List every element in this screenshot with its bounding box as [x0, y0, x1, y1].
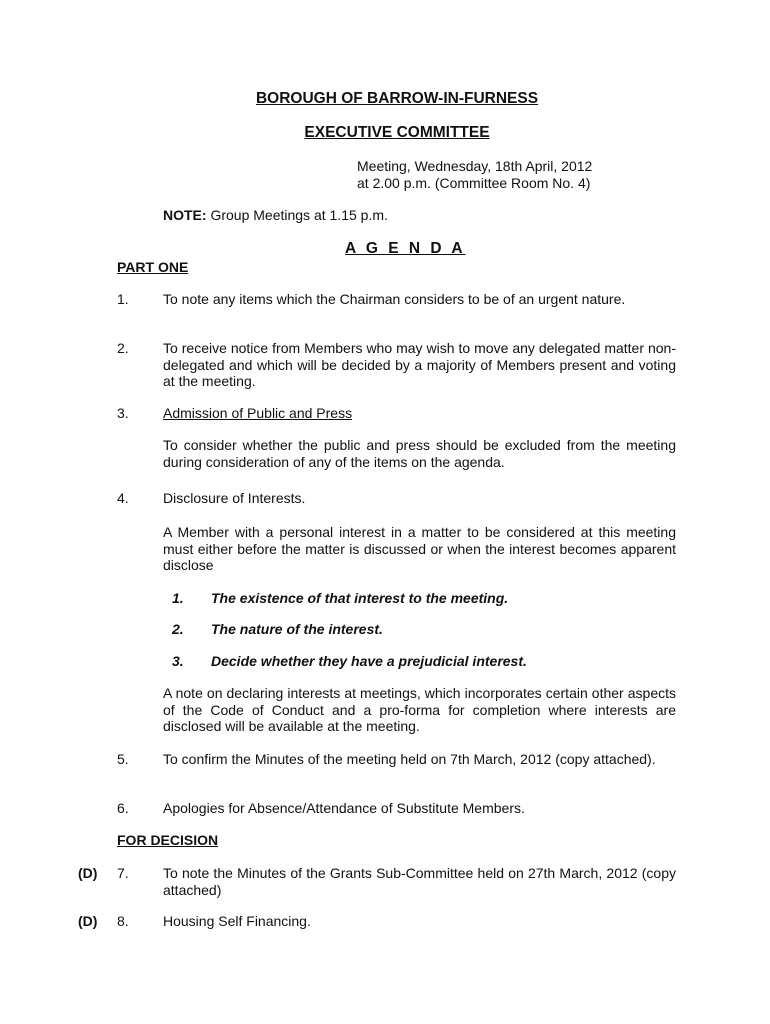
decision-tag: (D): [78, 865, 98, 881]
item-text: To receive notice from Members who may wish to move any delegated matter non-delegated and which will be decided by a majority of Members present and voting at the meeting.: [163, 340, 676, 389]
subitem-text: Decide whether they have a prejudicial interest.: [211, 653, 527, 669]
item-number: 4.: [117, 490, 129, 506]
item-number: 3.: [117, 405, 129, 421]
subitem-number: 3.: [172, 653, 184, 669]
item-heading: Disclosure of Interests.: [163, 490, 306, 506]
subitem-text: The nature of the interest.: [211, 621, 383, 637]
item-number: 7.: [117, 865, 129, 881]
item-number: 5.: [117, 751, 129, 767]
note-text: Group Meetings at 1.15 p.m.: [206, 207, 388, 223]
item-text: Housing Self Financing.: [163, 913, 311, 929]
item-text: To confirm the Minutes of the meeting held on 7th March, 2012 (copy attached).: [163, 751, 656, 767]
note-line: [163, 207, 388, 223]
subitem-text: The existence of that interest to the meeting.: [211, 590, 509, 606]
item-text: To note any items which the Chairman considers to be of an urgent nature.: [163, 291, 626, 307]
for-decision-heading: FOR DECISION: [117, 832, 219, 848]
part-one-heading: PART ONE: [117, 259, 189, 275]
committee-title: EXECUTIVE COMMITTEE: [304, 124, 490, 141]
item-text: To note the Minutes of the Grants Sub-Committee held on 27th March, 2012 (copy attached): [163, 865, 676, 898]
item-note: A note on declaring interests at meetings, which incorporates certain other aspects of the Code of Conduct and a pro-forma for completion where interests are disclosed will be available at the meeting.: [163, 685, 676, 734]
meeting-details: [357, 158, 592, 192]
item-number: 1.: [117, 291, 129, 307]
item-heading: Admission of Public and Press: [163, 405, 353, 421]
decision-tag: (D): [78, 913, 98, 929]
item-text: A Member with a personal interest in a matter to be considered at this meeting must either before the matter is discussed or when the interest becomes apparent disclose: [163, 524, 676, 573]
subitem-number: 1.: [172, 590, 184, 606]
item-text: Apologies for Absence/Attendance of Substitute Members.: [163, 800, 525, 816]
item-number: 8.: [117, 913, 129, 929]
item-text: To consider whether the public and press should be excluded from the meeting during consideration of any of the items on the agenda.: [163, 437, 676, 470]
agenda-heading: A G E N D A: [345, 240, 466, 257]
subitem-number: 2.: [172, 621, 184, 637]
document-title: BOROUGH OF BARROW-IN-FURNESS: [255, 90, 539, 107]
item-number: 6.: [117, 800, 129, 816]
item-number: 2.: [117, 340, 129, 356]
meeting-time-room: at 2.00 p.m. (Committee Room No. 4): [357, 175, 591, 191]
note-label: NOTE:: [163, 207, 207, 223]
meeting-date: Meeting, Wednesday, 18th April, 2012: [357, 158, 593, 174]
